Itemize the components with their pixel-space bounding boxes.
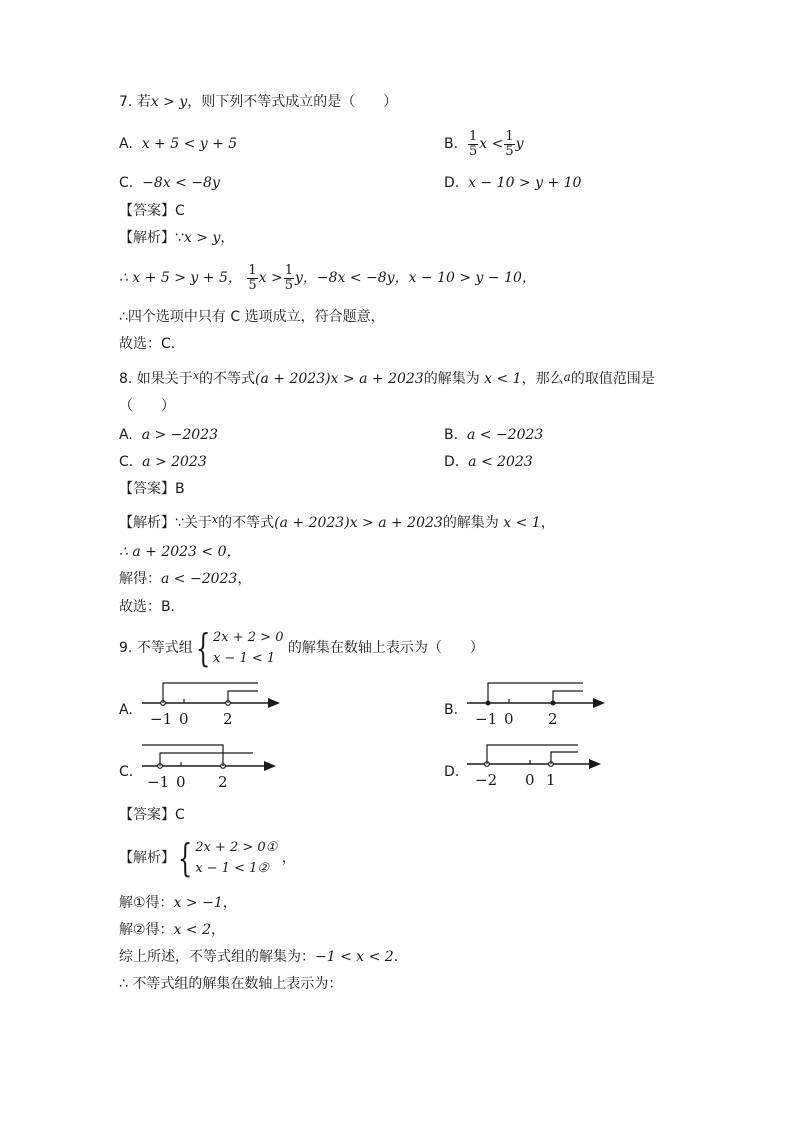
- tick-label: 1: [546, 771, 556, 789]
- tick-label: 2: [223, 710, 233, 728]
- q9-analysis-step3: 综上所述，不等式组的解集为：−1 < x < 2．: [119, 949, 408, 965]
- q9-analysis-step2: 解②得：x < 2，: [119, 922, 225, 938]
- q7-option-b: B. $\frac{1}{5}$ x < $\frac{1}{5}$ y: [444, 128, 524, 159]
- q7-analysis-step2: ∴四个选项中只有 C 选项成立，符合题意，: [119, 309, 385, 325]
- tick-label: −1: [147, 773, 170, 791]
- q9-option-d-numberline: [465, 739, 610, 791]
- tick-label: 2: [218, 773, 228, 791]
- q9-stem: 9. 不等式组{ 2x + 2 > 0 x − 1 < 1 的解集在数轴上表示为（ ）: [119, 626, 484, 670]
- q9-analysis-step1: 解①得：x > −1，: [119, 895, 237, 911]
- q7-answer: 【答案】C: [119, 203, 185, 219]
- q9-option-b-label: B.: [444, 702, 459, 718]
- q9-analysis-step4: ∴ 不等式组的解集在数轴上表示为：: [119, 976, 343, 992]
- q8-stem-paren: （ ）: [119, 398, 175, 414]
- q9-option-d-label: D.: [444, 764, 460, 780]
- q9-option-a-numberline: [140, 678, 285, 730]
- q7-analysis-step3: 故选：C．: [119, 336, 185, 352]
- q8-analysis-lead: 【解析】∵关于$^x$的不等式(a + 2023)x > a + 2023的解集为 x < 1，: [119, 513, 555, 531]
- q8-analysis-step3: 故选：B．: [119, 599, 185, 615]
- tick-label: 0: [504, 710, 514, 728]
- q9-option-a-label: A.: [119, 702, 133, 718]
- q7-stem: 7. 若x > y，则下列不等式成立的是（ ）: [119, 94, 398, 110]
- tick-label: 0: [525, 771, 535, 789]
- q7-analysis-lead: 【解析】∵x > y，: [119, 230, 235, 246]
- q8-option-c: C. a > 2023: [119, 454, 207, 470]
- tick-label: 0: [179, 710, 189, 728]
- q8-answer: 【答案】B: [119, 481, 185, 497]
- q9-option-c-label: C.: [119, 764, 134, 780]
- tick-label: 2: [548, 710, 558, 728]
- q7-option-c: C. −8x < −8y: [119, 175, 220, 191]
- tick-label: 0: [176, 773, 186, 791]
- q8-option-b: B. a < −2023: [444, 427, 544, 443]
- tick-label: −1: [150, 710, 173, 728]
- tick-label: −2: [475, 771, 498, 789]
- q8-option-d: D. a < 2023: [444, 454, 533, 470]
- q8-analysis-step1: ∴ a + 2023 < 0，: [119, 544, 241, 560]
- q8-stem: 8. 如果关于$^x$的不等式(a + 2023)x > a + 2023的解集为 x < 1，那么a的取值范围是: [119, 369, 655, 387]
- q9-analysis-lead: 【解析】{ 2x + 2 > 0① x − 1 < 1② ，: [119, 836, 296, 880]
- q7-option-a: A. x + 5 < y + 5: [119, 136, 238, 152]
- q8-analysis-step2: 解得：a < −2023，: [119, 571, 252, 587]
- q9-answer: 【答案】C: [119, 807, 185, 823]
- q7-option-d: D. x − 10 > y + 10: [444, 175, 582, 191]
- q8-option-a: A. a > −2023: [119, 427, 219, 443]
- q9-option-c-numberline: [140, 739, 285, 791]
- q9-option-b-numberline: [465, 678, 610, 730]
- q7-analysis-step1: ∴ x + 5 > y + 5， $\frac{1}{5}$ x > $\frac{1}{5}$ y，−8x < −8y，x − 10 > y − 10，: [119, 262, 536, 293]
- tick-label: −1: [475, 710, 498, 728]
